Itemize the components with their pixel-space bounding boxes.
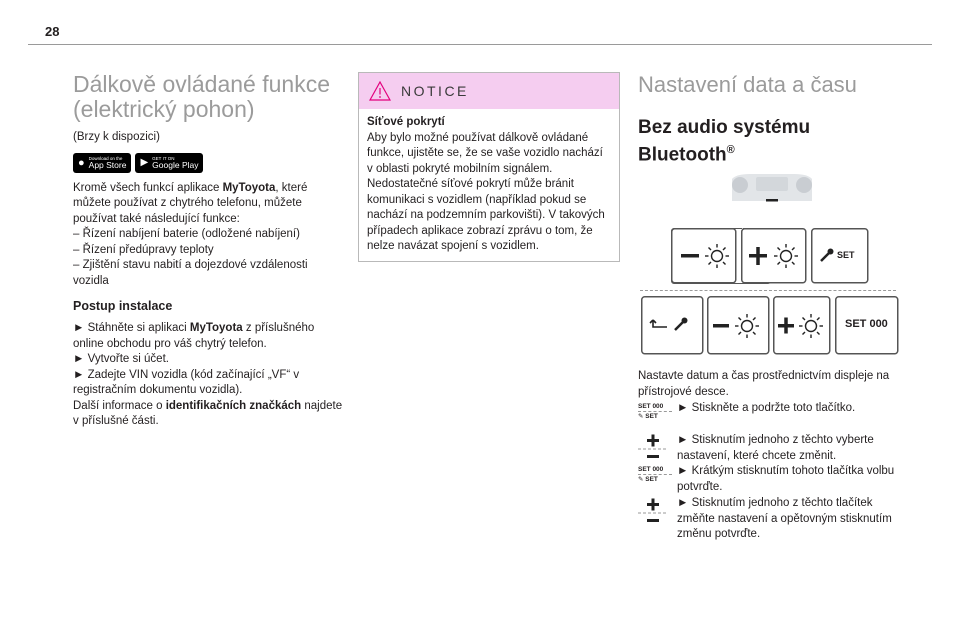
install-heading: Postup instalace — [73, 299, 173, 313]
apple-icon: ● — [78, 156, 85, 169]
plus-minus-icon — [638, 497, 668, 529]
step-change-setting: ► Stisknutím jednoho z těchto tlačítek změňte nastavení a opětovným stisknutím změnu potvrďte. — [677, 497, 892, 540]
warning-icon — [369, 81, 391, 101]
step-hold-button: ► Stiskněte a podržte toto tlačítko. — [677, 402, 856, 414]
google-play-badge[interactable]: ▶ GET IT ON Google Play — [135, 153, 203, 173]
section-title: Dálkově ovládané funkce (elektrický pohon) — [73, 71, 330, 122]
step-confirm: ► Krátkým stisknutím tohoto tlačítka volbu potvrďte. — [677, 465, 895, 493]
feature-list — [73, 227, 343, 289]
notice-heading: Síťové pokrytí — [367, 116, 445, 128]
notice-box — [358, 72, 620, 262]
feature-item: – Řízení předúpravy teploty — [73, 243, 214, 256]
play-icon: ▶ — [140, 157, 149, 168]
feature-item: – Zjištění stavu nabití a dojezdové vzdálenosti vozidla — [73, 259, 308, 287]
feature-item: – Řízení nabíjení baterie (odložené nabíjení) — [73, 228, 300, 240]
notice-header — [359, 73, 619, 109]
instrument-panel-icon — [726, 173, 818, 207]
availability-note: (Brzy k dispozici) — [73, 131, 160, 143]
notice-text: Aby bylo možné používat dálkově ovládané funkce, ujistěte se, že se vaše vozidlo nachází v oblasti pokryté mobilním signálem. Nedostatečné síťové pokrytí může bránit komunikaci s vozidlem (například pokud se nachází na podzemním parkovišti). V takových případech aplikace zobrazí zprávu o tom, že nelze navázat spojení s vozidlem. — [367, 131, 605, 252]
date-time-section — [638, 72, 900, 166]
app-store-badge[interactable]: ● Download on the App Store — [73, 153, 131, 173]
step-select-setting: ► Stisknutím jednoho z těchto vyberte nastavení, které chcete změnit. — [677, 434, 874, 462]
dashed-divider — [640, 290, 896, 291]
set-buttons-icon: SET 000 ✎ SET — [638, 402, 672, 422]
date-time-intro: Nastavte datum a čas prostřednictvím displeje na přístrojové desce. — [638, 370, 890, 398]
set-buttons-icon: SET 000 ✎ SET — [638, 465, 672, 485]
install-steps: ► Stáhněte si aplikaci MyToyota z příslušného online obchodu pro váš chytrý telefon. ► Vytvořte si účet. ► Zadejte VIN vozidla (kód začínající „VF“ v registračním dokumentu vozidla). Další informace o identifikačních značkách najdete v příslušné části. — [73, 322, 343, 427]
header-divider — [28, 44, 932, 45]
set-label: SET — [837, 250, 855, 260]
set-000-label: SET 000 — [845, 318, 888, 330]
plus-minus-icon — [638, 433, 668, 465]
section-title: Nastavení data a času — [638, 72, 857, 97]
page-number: 28 — [45, 24, 60, 39]
remote-functions-section — [73, 72, 343, 430]
store-badges — [73, 153, 343, 173]
intro-text: Kromě všech funkcí aplikace MyToyota, které můžete používat z chytrého telefonu, můžete používat také následující funkce: — [73, 181, 308, 225]
section-subtitle: Bez audio systému Bluetooth® — [638, 117, 811, 166]
notice-title: NOTICE — [401, 83, 469, 99]
